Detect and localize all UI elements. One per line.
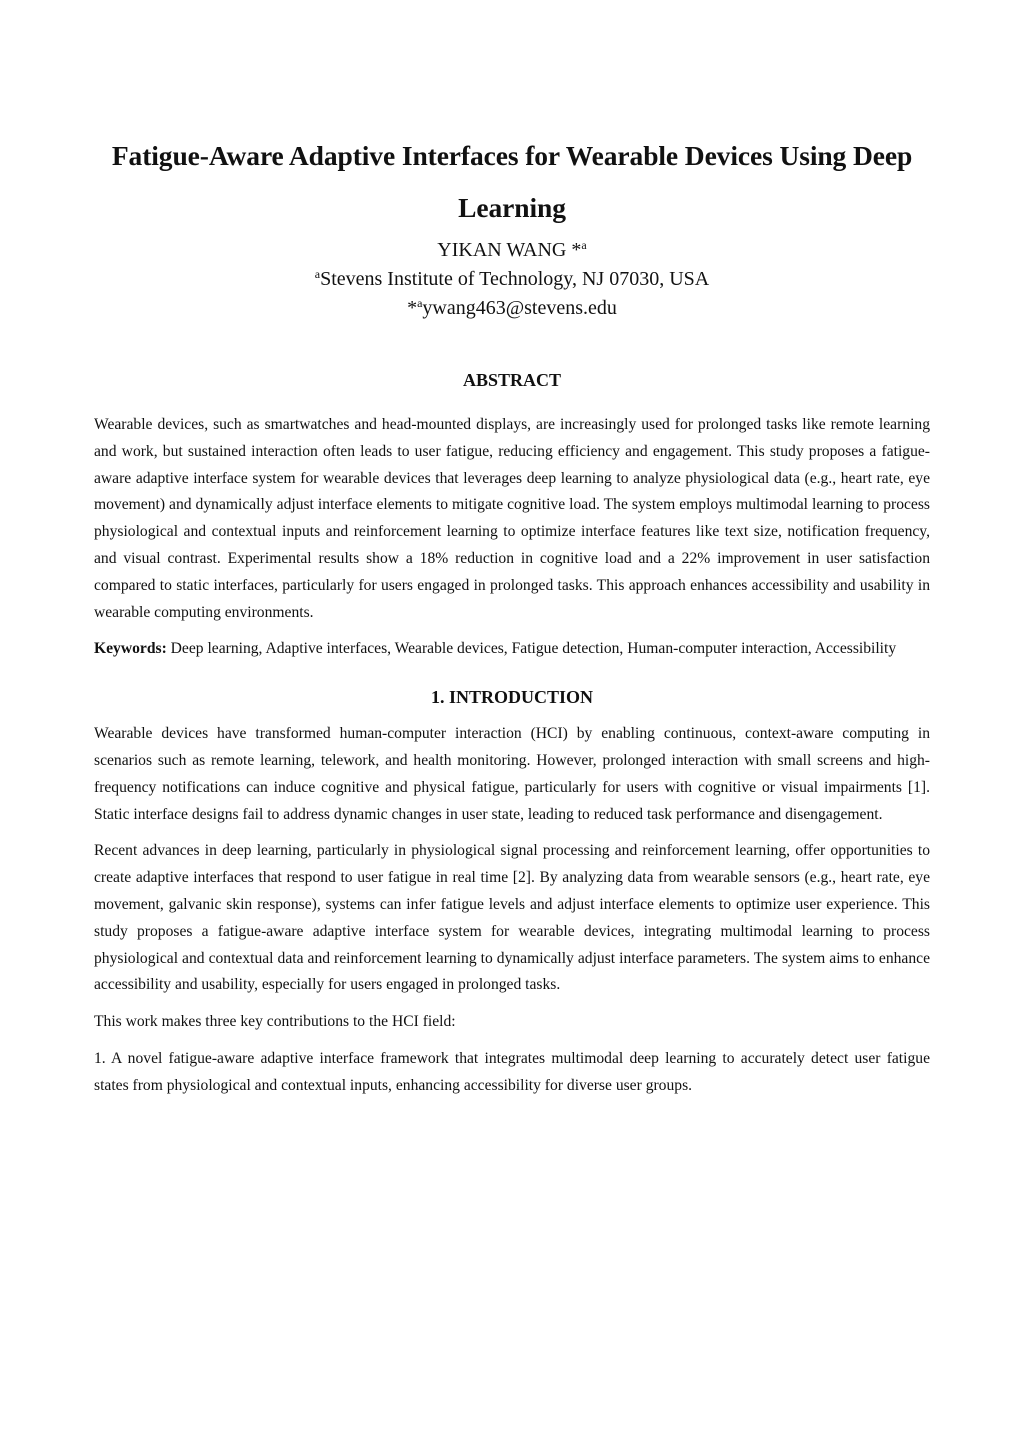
keywords — [94, 636, 930, 663]
intro-contribution-1: 1. A novel fatigue-aware adaptive interface framework that integrates multimodal deep learning to accurately detect user fatigue states from physiological and contextual inputs, enhancing accessibility for diverse user groups. — [94, 1049, 930, 1094]
intro-paragraph-3: This work makes three key contributions to the HCI field: — [94, 1013, 456, 1031]
author-affiliation-line — [94, 265, 930, 294]
author-email-line — [94, 294, 930, 323]
author-name: YIKAN WANG * — [437, 239, 582, 261]
keywords-label: Keywords: — [94, 640, 167, 658]
keywords-text: Deep learning, Adaptive interfaces, Wearable devices, Fatigue detection, Human-computer interaction, Accessibility — [170, 640, 897, 658]
affiliation-sup: a — [314, 267, 321, 281]
author-name-line — [94, 236, 930, 265]
author-block — [94, 236, 930, 323]
intro-paragraph-1: Wearable devices have transformed human-computer interaction (HCI) by enabling continuous, context-aware computing in scenarios such as remote learning, telework, and health monitoring. However, prolonged interaction with small screens and high-frequency notifications can induce cognitive and physical fatigue, particularly for users with cognitive or visual impairments [1]. Static interface designs fail to address dynamic changes in user state, leading to reduced task performance and disengagement. — [94, 725, 930, 823]
email-prefix: * — [407, 297, 418, 319]
abstract-heading: ABSTRACT — [462, 370, 562, 390]
abstract-body: Wearable devices, such as smartwatches and head-mounted displays, are increasingly used for prolonged tasks like remote learning and work, but sustained interaction often leads to user fatigue, reducing efficiency and engagement. This study proposes a fatigue-aware adaptive interface system for wearable devices that leverages deep learning to analyze physiological data (e.g., heart rate, eye movement) and dynamically adjust interface elements to mitigate cognitive load. The system employs multimodal learning to process physiological and contextual inputs and reinforcement learning to optimize interface features like text size, notification frequency, and visual contrast. Experimental results show a 18% reduction in cognitive load and a 22% improvement in user satisfaction compared to static interfaces, particularly for users engaged in prolonged tasks. This approach enhances accessibility and usability in wearable computing environments. — [94, 416, 930, 621]
email-sup: a — [417, 296, 423, 310]
intro-paragraph-2: Recent advances in deep learning, particularly in physiological signal processing and reinforcement learning, offer opportunities to create adaptive interfaces that respond to user fatigue in real time [2]. By analyzing data from wearable sensors (e.g., heart rate, eye movement, galvanic skin response), systems can infer fatigue levels and adjust interface elements to optimize user experience. This study proposes a fatigue-aware adaptive interface system for wearable devices, integrating multimodal learning to process physiological and contextual data and reinforcement learning to dynamically adjust interface parameters. The system aims to enhance accessibility and usability, especially for users engaged in prolonged tasks. — [94, 842, 930, 994]
author-affiliation: Stevens Institute of Technology, NJ 07030, USA — [320, 268, 710, 290]
introduction-heading: 1. INTRODUCTION — [430, 687, 594, 708]
paper-page — [94, 0, 930, 1100]
author-name-sup: a — [581, 238, 587, 252]
paper-title: Fatigue-Aware Adaptive Interfaces for Wearable Devices Using Deep Learning — [111, 140, 913, 223]
author-email: ywang463@stevens.edu — [422, 297, 617, 319]
